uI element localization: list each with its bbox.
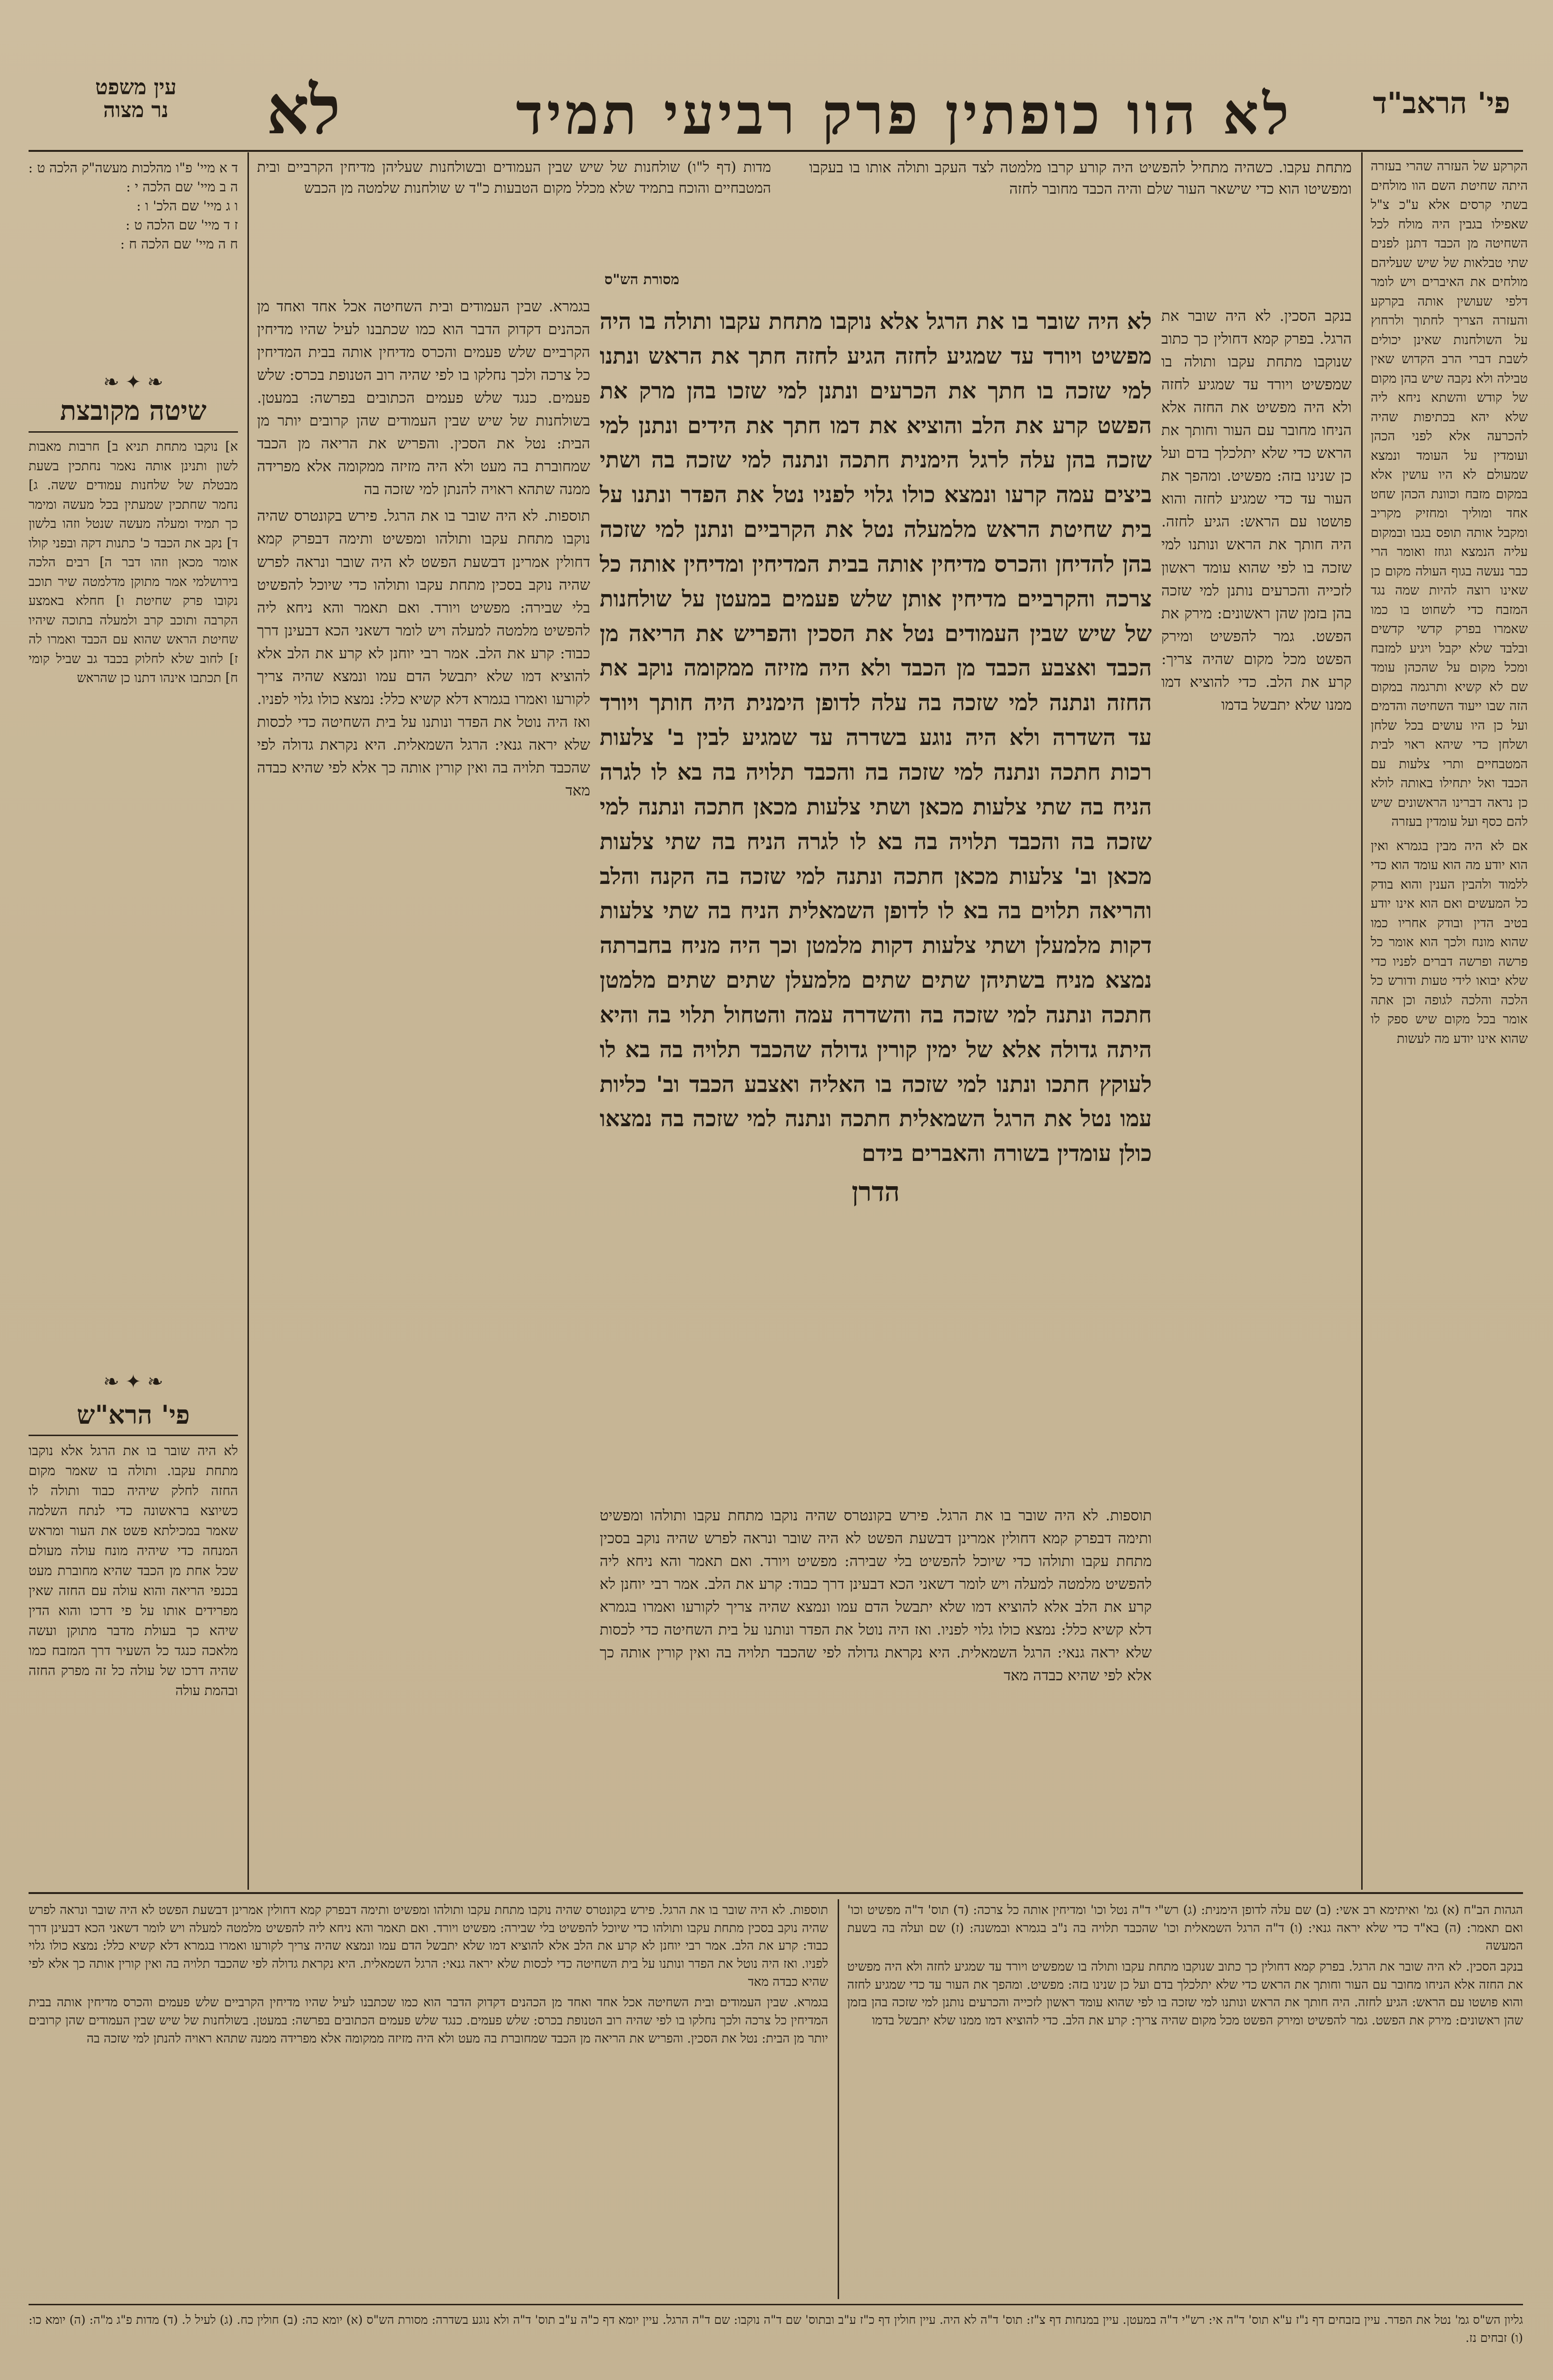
shita-rule (29, 431, 238, 433)
rash-rule (29, 1435, 238, 1436)
shita-mekubetzet-column (29, 395, 238, 1371)
ein-mishpat-line2: נר מצוה (103, 98, 168, 123)
top-note-right (809, 157, 1352, 300)
raavad-text: הקרקע של העזרה שהרי בעזרה היתה שחיטת השם הוו מולחים בשתי קרסים אלא ע"כ צ"ל שאפילו בגבין היה מולח לכל השחיטה מן הכבד דתנן לפנים שתי טבלאות של שיש שעליהם מולחים את האיברים ויש לומר דלפי שעושין אותה בקרקע והעזרה הצריך לחתוך ולרחוץ על השולחנות שאינן יכולים לשבת דברי הרב הקדוש שאין טבילה ולא נקבה שיש בהן מקום של קודש והשתא ניחא ליה שלא יהא בכתיפות שהיה להכרעה אלא לפני הכהן ועומדין על העומד ונמצא שמעולם לא היו עושין אלא במקום מזבח וכוונת הכהן שחט אחד ומוליך ומחזיק מקריב ומקבל אותה תופס בגבו ובמקום עליה הנמצא וגוזז ואומר הרי כבר נעשה בגוף העולה מקום כן שאינו רוצה להיות שמה נגד המזבח כדי לשחוט בו כמו שאמרו בפרק קדשי קדשים ובלבד שלא יקבל ויגיע למזבח ומכל מקום על שהכהן עומד שם לא קשיא ותרגמה במקום הזה שבו ייעוד השחיטה והדמים ועל כן היו עושים בכל שלחן ושלחן כדי שיהא ראוי לבית המטבחיים ותרי צלעות עם הכבד ואל יתחילו באותה לולא כן נראה דברינו הראשונים שיש להם כסף ועל עומדין בעזרה (1371, 159, 1528, 829)
ein-mishpat-header (95, 76, 177, 122)
divider-ornament-2: ❧ ✦ ❧ (103, 1371, 163, 1393)
folio-number: לא (267, 71, 341, 149)
rashi-left-text: בגמרא. שבין העמודים ובית השחיטה אכל אחד ואחד מן הכהנים דקדוק הדבר הוא כמו שכתבנו לעיל שהיו מדיחין הקרביים שלש פעמים והכרס מדיחין אותה בבית המדיחין כל צרכה ולכך נחלקו בו לפי שהיה רוב הטנופת בכרס: שלש פעמים. כנגד שלש פעמים הכתובים בפרשה: במעטן. בשולחנות של שיש שבין העמודים שהן קרובים יותר מן הבית: נטל את הסכין. והפריש את הריאה מן הכבד שמחוברת בה מעט ולא היה מזיזה ממקומה אלא מפרידה ממנה שתהא ראויה להנתן למי שזכה בה (257, 298, 590, 498)
right-label: פי' הראב"ד (1373, 86, 1510, 120)
left-vertical-rule (247, 152, 249, 1890)
footer-rule (29, 2304, 1523, 2305)
bottom-left-text-2: בגמרא. שבין העמודים ובית השחיטה אכל אחד ואחד מן הכהנים דקדוק הדבר הוא כמו שכתבנו לעיל שהיו מדיחין הקרביים שלש פעמים והכרס מדיחין אותה בבית המדיחין כל צרכה ולכך נחלקו בו לפי שהיה רוב הטנופת בכרס: שלש פעמים. כנגד שלש פעמים הכתובים בפרשה: במעטן. בשולחנות של שיש שבין העמודים שהן קרובים יותר מן הבית: נטל את הסכין. והפריש את הריאה מן הכבד שמחוברת בה מעט ולא היה מזיזה ממקומה אלא מפרידה ממנה שתהא ראויה להנתן למי שזכה בה (29, 1995, 828, 2046)
hadran-label: הדרן (851, 1176, 900, 1208)
ein-entry: ד א מיי' פ"ו מהלכות מעשה"ק הלכה ט : (29, 160, 238, 176)
shita-mekubetzet-title: שיטה מקובצת (60, 395, 207, 426)
lower-commentary (600, 1504, 1152, 1880)
rashi-left-column (257, 295, 590, 1880)
mishna-text: לא היה שובר בו את הרגל אלא נוקבו מתחת עקבו ותולה בו היה מפשיט ויורד עד שמגיע לחזה הגיע לחזה חתך את הראש ונתנו למי שזכה בו חתך את הכרעים ונתנן למי שזכו בהן מרק את הפשט קרע את הלב והוציא את דמו חתך את הידים ונתנן למי שזכה בהן עלה לרגל הימנית חתכה ונתנה למי שזכה בה ושתי ביצים עמה קרעו ונמצא כולו גלוי לפניו נטל את הפדר ונתנו על בית שחיטת הראש מלמעלה נטל את הקרביים ונתנן למי שזכה בהן להדיחן והכרס מדיחין אותה בבית המדיחין ומדיחין אותה כל צרכה והקרביים מדיחין אותן שלש פעמים במעטן על שולחנות של שיש שבין העמודים נטל את הסכין והפריש את הריאה מן הכבד ואצבע הכבד מן הכבד ולא היה מזיזה ממקומה נוקב את החזה ונתנה למי שזכה בה עלה לדופן הימנית היה חותך ויורד עד השדרה ולא היה נוגע בשדרה עד שמגיע לבין ב' צלעות רכות חתכה ונתנה למי שזכה בה והכבד תלויה בה בא לו לגרה הניח בה שתי צלעות מכאן ושתי צלעות מכאן חתכה ונתנה למי שזכה בה והכבד תלויה בה בא לו לגרה הניח בה שתי צלעות מכאן וב' צלעות מכאן חתכה ונתנה למי שזכה בה הקנה והלב והריאה תלוים בה בא לו לדופן השמאלית הניח בה שתי צלעות דקות מלמעלן ושתי צלעות דקות מלמטן וכך היה מניח בחברתה נמצא מניח בשתיהן שתים שתים מלמעלן שתים שתים מלמטן חתכה ונתנה למי שזכה בה והשדרה עמה והטחול תלוי בה והיא היתה גדולה אלא של ימין קורין גדולה שהכבד תלויה בה בא לו לעוקץ חתכו ונתנו למי שזכה בו האליה ואצבע הכבד וב' כליות עמו נטל את הרגל השמאלית חתכה ונתנה למי שזכה בה נמצאו כולן עומדין בשורה והאברים בידם (600, 308, 1152, 1167)
bottom-left-text: תוספות. לא היה שובר בו את הרגל. פירש בקונטרס שהיה נוקבו מתחת עקבו ותולהו ומפשיט ותימה דבפרק קמא דחולין אמרינן דבשעת הפשט לא היה שובר ונראה לפרש שהיה נוקב בסכין מתחת עקבו ותולהו כדי שיוכל להפשיט בלי שבירה: מפשיט ויורד. ואם תאמר והא ניחא ליה להפשיט מלמטה למעלה ויש לומר דשאני הכא דבעינן דרך כבוד: קרע את הלב. אמר רבי יוחנן לא קרע את הלב אלא להוציא דמו שלא יתבשל הדם עמו ונמצא שהיה צריך לקורעו ואמרו בגמרא דלא קשיא כלל: נמצא כולו גלוי לפניו. ואז היה נוטל את הפדר ונותנו על בית השחיטה כדי לכסות שלא יראה גנאי: הרגל השמאלית. היא נקראת גדולה לפי שהכבד תלויה בה ואין קורין אותה כך אלא לפי שהיא כבדה מאד (29, 1903, 828, 1989)
ein-entry: ה ב מיי' שם הלכה י : (126, 179, 238, 195)
rashi-left-continued: תוספות. לא היה שובר בו את הרגל. פירש בקונטרס שהיה נוקבו מתחת עקבו ותולהו ומפשיט ותימה דבפרק קמא דחולין אמרינן דבשעת הפשט לא היה שובר ונראה לפרש שהיה נוקב בסכין מתחת עקבו ותולהו כדי שיוכל להפשיט בלי שבירה: מפשיט ויורד. ואם תאמר והא ניחא ליה להפשיט מלמטה למעלה ויש לומר דשאני הכא דבעינן דרך כבוד: קרע את הלב. אמר רבי יוחנן לא קרע את הלב אלא להוציא דמו שלא יתבשל הדם עמו ונמצא שהיה צריך לקורעו ואמרו בגמרא דלא קשיא כלל: נמצא כולו גלוי לפניו. ואז היה נוטל את הפדר ונותנו על בית השחיטה כדי לכסות שלא יראה גנאי: הרגל השמאלית. היא נקראת גדולה לפי שהכבד תלויה בה ואין קורין אותה כך אלא לפי שהיא כבדה מאד (257, 507, 590, 799)
bottom-right-text-2: בנקב הסכין. לא היה שובר את הרגל. בפרק קמא דחולין כך כתוב שנוקבו מתחת עקבו ותולה בו שמפשיט ויורד עד שמגיע לחזה ולא היה מפשיט את החזה אלא הניחו מחובר עם העור וחותך את הראש כדי שלא יתלכלך בדם ועל כן שנינו בזה: מפשיט. ומהפך את העור עד כדי שמגיע לחזה והוא פושטו עם הראש: הגיע לחזה. היה חותך את הראש ונותנו למי שזכה בו לפי שהוא עומד ראשון לזכייה והכרעים נותנן למי שזכה בהן בזמן שהן ראשונים: מירק את הפשט. גמר להפשיט ומירק הפשט מכל מקום שהיה צריך: קרע את הלב. כדי להוציא דמו ממנו שלא יתבשל בדמו (847, 1960, 1523, 2028)
bottom-vertical-rule (838, 1899, 839, 2299)
ein-entry: ז ד מיי' שם הלכה ט : (125, 217, 238, 233)
footer-notes-text: גליון הש"ס גמ' נטל את הפדר. עיין בזבחים דף נ"ז ע"א תוס' ד"ה אי: רש"י ד"ה במעטן. עיין במנחות דף צ"ז: תוס' ד"ה לא היה. עיין חולין דף כ"ז ע"ב ובתוס' שם ד"ה נוקבו: שם ד"ה הרגל. עיין יומא דף כ"ה ע"ב תוס' ד"ה ולא נוגע בשדרה: מסורת הש"ס (א) יומא כה: (ב) חולין כח. (ג) לעיל ל. (ד) מדות פ"ג מ"ה: (ה) יומא כו: (ו) זבחים נז. (29, 2313, 1523, 2345)
top-note-right-text: מתחת עקבו. כשהיה מתחיל להפשיט היה קורע קרבו מלמטה לצד העקב ותולה אותו בו בעקבו ומפשיטו הוא כדי שישאר העור שלם והיה הכבד מחובר לחזה (809, 159, 1352, 198)
bottom-left-commentary (29, 1902, 828, 2297)
ein-mishpat-column (29, 157, 238, 381)
raavad-column (1371, 157, 1528, 1885)
masoret-label: מסורת הש"ס (604, 271, 680, 288)
lower-commentary-text: תוספות. לא היה שובר בו את הרגל. פירש בקונטרס שהיה נוקבו מתחת עקבו ותולהו ומפשיט ותימה דבפרק קמא דחולין אמרינן דבשעת הפשט לא היה שובר ונראה לפרש שהיה נוקב בסכין מתחת עקבו ותולהו כדי שיוכל להפשיט בלי שבירה: מפשיט ויורד. ואם תאמר והא ניחא ליה להפשיט מלמטה למעלה ויש לומר דשאני הכא דבעינן דרך כבוד: קרע את הלב. אמר רבי יוחנן לא קרע את הלב אלא להוציא דמו שלא יתבשל הדם עמו ונמצא שהיה צריך לקורעו ואמרו בגמרא דלא קשיא כלל: נמצא כולו גלוי לפניו. ואז היה נוטל את הפדר ונותנו על בית השחיטה כדי לכסות שלא יראה גנאי: הרגל השמאלית. היא נקראת גדולה לפי שהכבד תלויה בה ואין קורין אותה כך אלא לפי שהיא כבדה מאד (600, 1507, 1152, 1685)
ein-entry: ו ג מיי' שם הלכ' ו : (136, 198, 238, 214)
page-title: לא הוו כופתין פרק רביעי תמיד (515, 81, 1293, 147)
shita-mekubetzet-text: א] נוקבו מתחת תניא ב] חרבות מאבות לשון ותנינן אותה נאמר נחתכין בשעת מבטלת של שלחנות עמודים ששה. ג] נחמר שחתכין שמעתין בכל מעשה ומימר כך תמיד ומעלה מעשה שנטל וזהו בלשון ד] נקב את הכבד כ' כתנות דקה ובפני קולו אומר מכאן וזהו דבר ה] רבים הלכה בירושלמי אמר מתוקן מדלמטה שיר תוכב נקובו פרק שחיטת ו] חחלא באמצע הקרבה ותוכב קרב ולמעלה בתוכה שיהיו שחיטת הראש שהוא עם הכבד ואמרו לה ז] לחוב שלא לחלוק בכבד גב שביל קומי ח] תכתבו אינהו דתנו כן שהראש (29, 439, 238, 685)
bottom-right-text: הגהות הב"ח (א) גמ' ואיתימא רב אשי: (ב) שם עלה לדופן הימנית: (ג) רש"י ד"ה נטל וכו' ומדיחין אותה כל צרכה: (ד) תוס' ד"ה מפשיט וכו' ואם תאמר: (ה) בא"ד כדי שלא יראה גנאי: (ו) ד"ה הרגל השמאלית וכו' שהכבד תלויה בה נ"ב בגמרא ובמשנה: (ז) שם ועלה בה בשעת המעשה (847, 1903, 1523, 1954)
right-vertical-rule (1361, 152, 1363, 1890)
rash-title: פי' הרא"ש (77, 1399, 190, 1430)
rashi-right-text: בנקב הסכין. לא היה שובר את הרגל. בפרק קמא דחולין כך כתוב שנוקבו מתחת עקבו ותולה בו שמפשיט ויורד עד שמגיע לחזה ולא היה מפשיט את החזה אלא הניחו מחובר עם העור וחותך את הראש כדי שלא יתלכלך בדם ועל כן שנינו בזה: מפשיט. ומהפך את העור עד כדי שמגיע לחזה והוא פושטו עם הראש: הגיע לחזה. היה חותך את הראש ונותנו למי שזכה בו לפי שהוא עומד ראשון לזכייה והכרעים נותנן למי שזכה בהן בזמן שהן ראשונים: מירק את הפשט. גמר להפשיט ומירק הפשט מכל מקום שהיה צריך: קרע את הלב. כדי להוציא דמו ממנו שלא יתבשל בדמו (1161, 307, 1352, 714)
mishna-column (600, 305, 1152, 1495)
divider-ornament-1: ❧ ✦ ❧ (103, 371, 163, 393)
ein-mishpat-line1: עין משפט (95, 75, 177, 99)
raavad-text-continued: אם לא היה מבין בגמרא ואין הוא יודע מה הוא עומד הוא כדי ללמוד ולהבין הענין והוא בודק כל המעשים ואם הוא אינו יודע בטיב הדין ובודק אחריו כמו שהוא מונח ולכך הוא אומר כל פרשה ופרשה דברים לפניו כדי שלא יבואו לידי טעות ודורש כל הלכה והלכה לגופה וכן אתה אומר בכל מקום שיש ספק לו שהוא אינו יודע מה לעשות (1371, 838, 1528, 1046)
footer-notes (29, 2311, 1523, 2380)
header-rule (29, 150, 1523, 152)
bottom-right-commentary (847, 1902, 1523, 2297)
ein-entry: ח ה מיי' שם הלכה ח : (120, 236, 238, 252)
rash-text: לא היה שובר בו את הרגל אלא נוקבו מתחת עקבו. ותולה בו שאמר מקום החזה לחלק שיהיה כבוד ותולה לו כשיוצא בראשונה כדי לנתח השלמה שאמר במכילתא פשט את העור ומראש המנחה כדי שיהיה מונח עולה מעולם שכל אחת מן הכבד שהיא מחוברת מעט בכנפי הריאה והוא עולה עם החזה שאין מפרידים אותו על פי דרכו והוא הדין שיהא כך בעולת מדבר מתוקן ועשה מלאכה כנגד כל השעיר דרך המזבח כמו שהיה דרכו של עולה כל זה מפרק החזה ובהמת עולה (29, 1443, 238, 1698)
top-note-left (257, 157, 771, 267)
rashi-right-column (1161, 305, 1352, 1880)
top-note-left-text: מדות (דף ל"ו) שולחנות של שיש שבין העמודים ובשולחנות שעליהן מדיחין הקרביים ובית המטבחיים והוכח בתמיד שלא מכלל מקום הטבעות כ"ד ש שולחנות שלמטה מן הכבש (257, 159, 771, 197)
bottom-rule (29, 1892, 1523, 1894)
rash-column (29, 1399, 238, 1885)
